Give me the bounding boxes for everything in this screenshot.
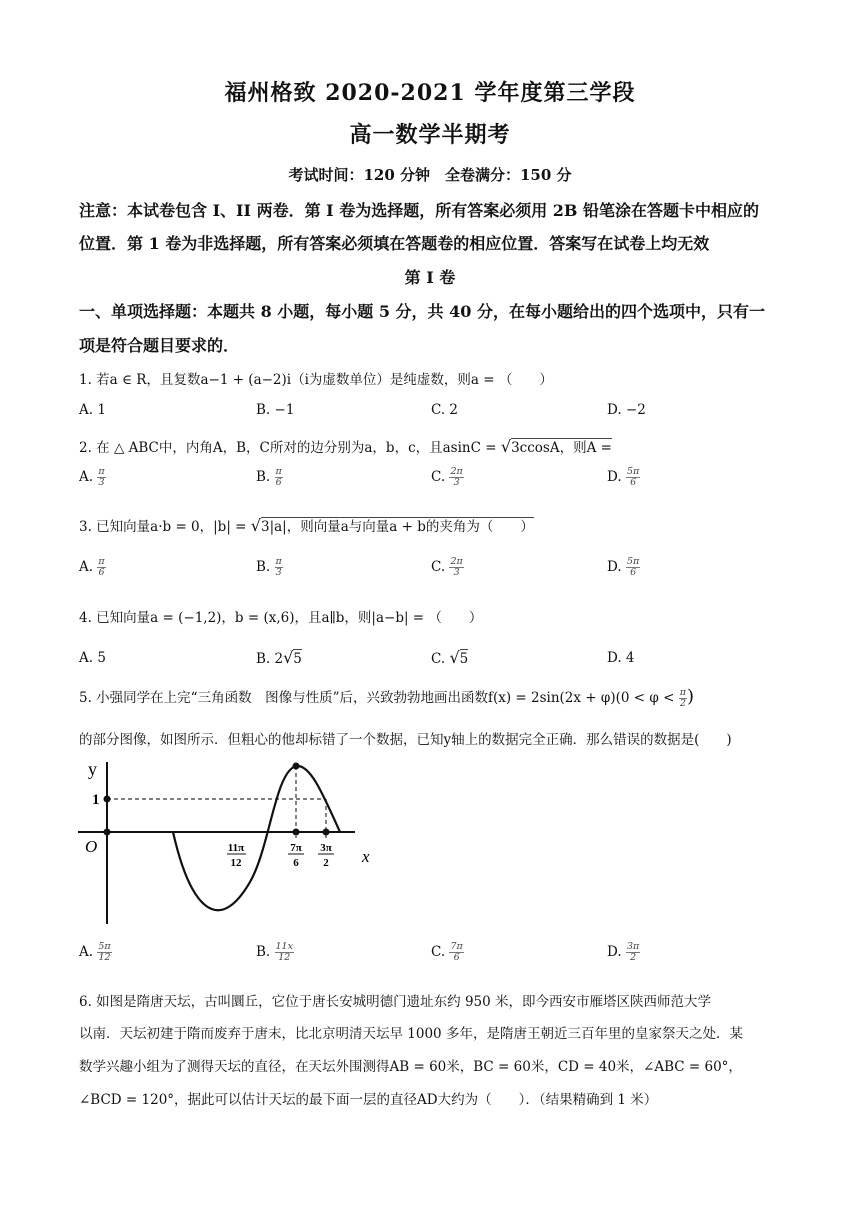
sine-curve [173, 766, 340, 910]
q2-stem-a: 2. 在 △ ABC中，内角A，B，C所对的边分别为a，b，c，且asinC = [79, 440, 501, 456]
q3-option-b: B. $\frac{\pi}{3}$ [256, 556, 282, 578]
question-4-stem: 4. 已知向量a = (−1,2)，b = (x,6)，且a∥b，则|a−b| = （ ） [79, 610, 483, 626]
section-line-1: 一、单项选择题：本题共 8 小题，每小题 5 分，共 40 分，在每小题给出的四个选项中，只有一 [79, 302, 765, 321]
sqrt-sign: √ [500, 437, 512, 456]
q5-option-b: B. $\frac{11x}{12}$ [256, 941, 293, 963]
question-2-stem [79, 436, 612, 456]
question-5-stem-line-2: 的部分图像，如图所示．但粗心的他却标错了一个数据，已知y轴上的数据完全正确．那么错误的数据是( ) [79, 732, 732, 748]
tick-7pi-6-num: 7π [290, 842, 302, 854]
y-tick-label: 1 [92, 792, 100, 808]
q1-option-c: C. 2 [431, 402, 459, 418]
question-5-stem-line-1: 5. 小强同学在上完“三角函数 图像与性质”后，兴致勃勃地画出函数f(x) = 2sin(2x + φ)(0 < φ < $\frac{\pi}{2}$ ) [79, 686, 695, 709]
q1-option-d: D. −2 [607, 402, 646, 418]
tick-3pi-2-den: 2 [323, 857, 329, 869]
question-1-stem: 1. 若a ∈ R，且复数a−1 + (a−2)i（i为虚数单位）是纯虚数，则a = （ ） [79, 372, 553, 388]
exam-title: 福州格致 2020-2021 学年度第三学段 [224, 80, 636, 106]
q4-option-c: C. √5 [431, 648, 469, 667]
three-pi-half-point [323, 829, 330, 836]
part-label: 第 I 卷 [404, 268, 456, 287]
seven-pi-six-point [293, 829, 300, 836]
tick-3pi-2-num: 3π [320, 842, 332, 854]
origin-label: O [85, 837, 98, 856]
q2-stem-b: 3ccosA，则A = [511, 440, 612, 456]
q3-stem-b: 3|a|，则向量a与向量a + b的夹角为（ ） [260, 519, 534, 535]
notice-line-1: 注意：本试卷包含 I、II 两卷．第 I 卷为选择题，所有答案必须用 2B 铅笔涂在答题卡中相应的 [79, 201, 760, 220]
y-tick-point [104, 796, 111, 803]
peak-point [293, 763, 300, 770]
q3-option-a: A. $\frac{\pi}{6}$ [79, 556, 105, 578]
q2-option-b: B. $\frac{\pi}{6}$ [256, 466, 282, 488]
tick-7pi-6-den: 6 [293, 857, 299, 869]
question-6-line-2: 以南．天坛初建于隋而废弃于唐末，比北京明清天坛早 1000 多年，是隋唐王朝近三百年里的皇家祭天之处．某 [79, 1026, 743, 1042]
sine-graph [70, 752, 390, 932]
question-6-line-1: 6. 如图是隋唐天坛，古叫圜丘，它位于唐长安城明德门遗址东约 950 米，即今西安市雁塔区陕西师范大学 [79, 994, 712, 1010]
question-3-stem [79, 515, 534, 535]
question-6-line-3: 数学兴趣小组为了测得天坛的直径，在天坛外围测得AB = 60米，BC = 60米，CD = 40米，∠ABC = 60°， [79, 1059, 742, 1075]
y-axis-label: y [88, 759, 97, 779]
q4-option-b: B. 2√5 [256, 648, 302, 667]
q5-option-a: A. $\frac{5\pi}{12}$ [79, 941, 111, 963]
q1-option-b: B. −1 [256, 402, 295, 418]
exam-info: 考试时间：120 分钟 全卷满分：150 分 [288, 166, 572, 184]
origin-point [104, 829, 111, 836]
q3-option-d: D. $\frac{5\pi}{6}$ [607, 556, 640, 578]
q3-option-c: C. $\frac{2\pi}{3}$ [431, 556, 463, 578]
section-line-2: 项是符合题目要求的． [79, 336, 240, 355]
tick-11pi-12-den: 12 [230, 857, 242, 869]
tick-11pi-12-num: 11π [227, 842, 245, 854]
sqrt-sign: √ [250, 516, 261, 535]
question-6-line-4: ∠BCD = 120°，据此可以估计天坛的最下面一层的直径AD大约为（ ）．（结果精确到 1 米） [79, 1092, 658, 1108]
q2-option-d: D. $\frac{5\pi}{6}$ [607, 466, 640, 488]
q4-option-d: D. 4 [607, 650, 635, 666]
q3-stem-a: 3. 已知向量a·b = 0，|b| = [79, 519, 251, 535]
q1-option-a: A. 1 [79, 402, 106, 418]
q5-option-c: C. $\frac{7\pi}{6}$ [431, 941, 463, 963]
q2-option-c: C. $\frac{2\pi}{3}$ [431, 466, 463, 488]
q5-option-d: D. $\frac{3\pi}{2}$ [607, 941, 640, 963]
x-axis-label: x [362, 847, 370, 866]
notice-line-2: 位置．第 1 卷为非选择题，所有答案必须填在答题卷的相应位置．答案写在试卷上均无效 [79, 234, 710, 253]
q4-option-a: A. 5 [79, 650, 106, 666]
q2-option-a: A. $\frac{\pi}{3}$ [79, 466, 105, 488]
exam-subtitle: 高一数学半期考 [349, 122, 511, 148]
